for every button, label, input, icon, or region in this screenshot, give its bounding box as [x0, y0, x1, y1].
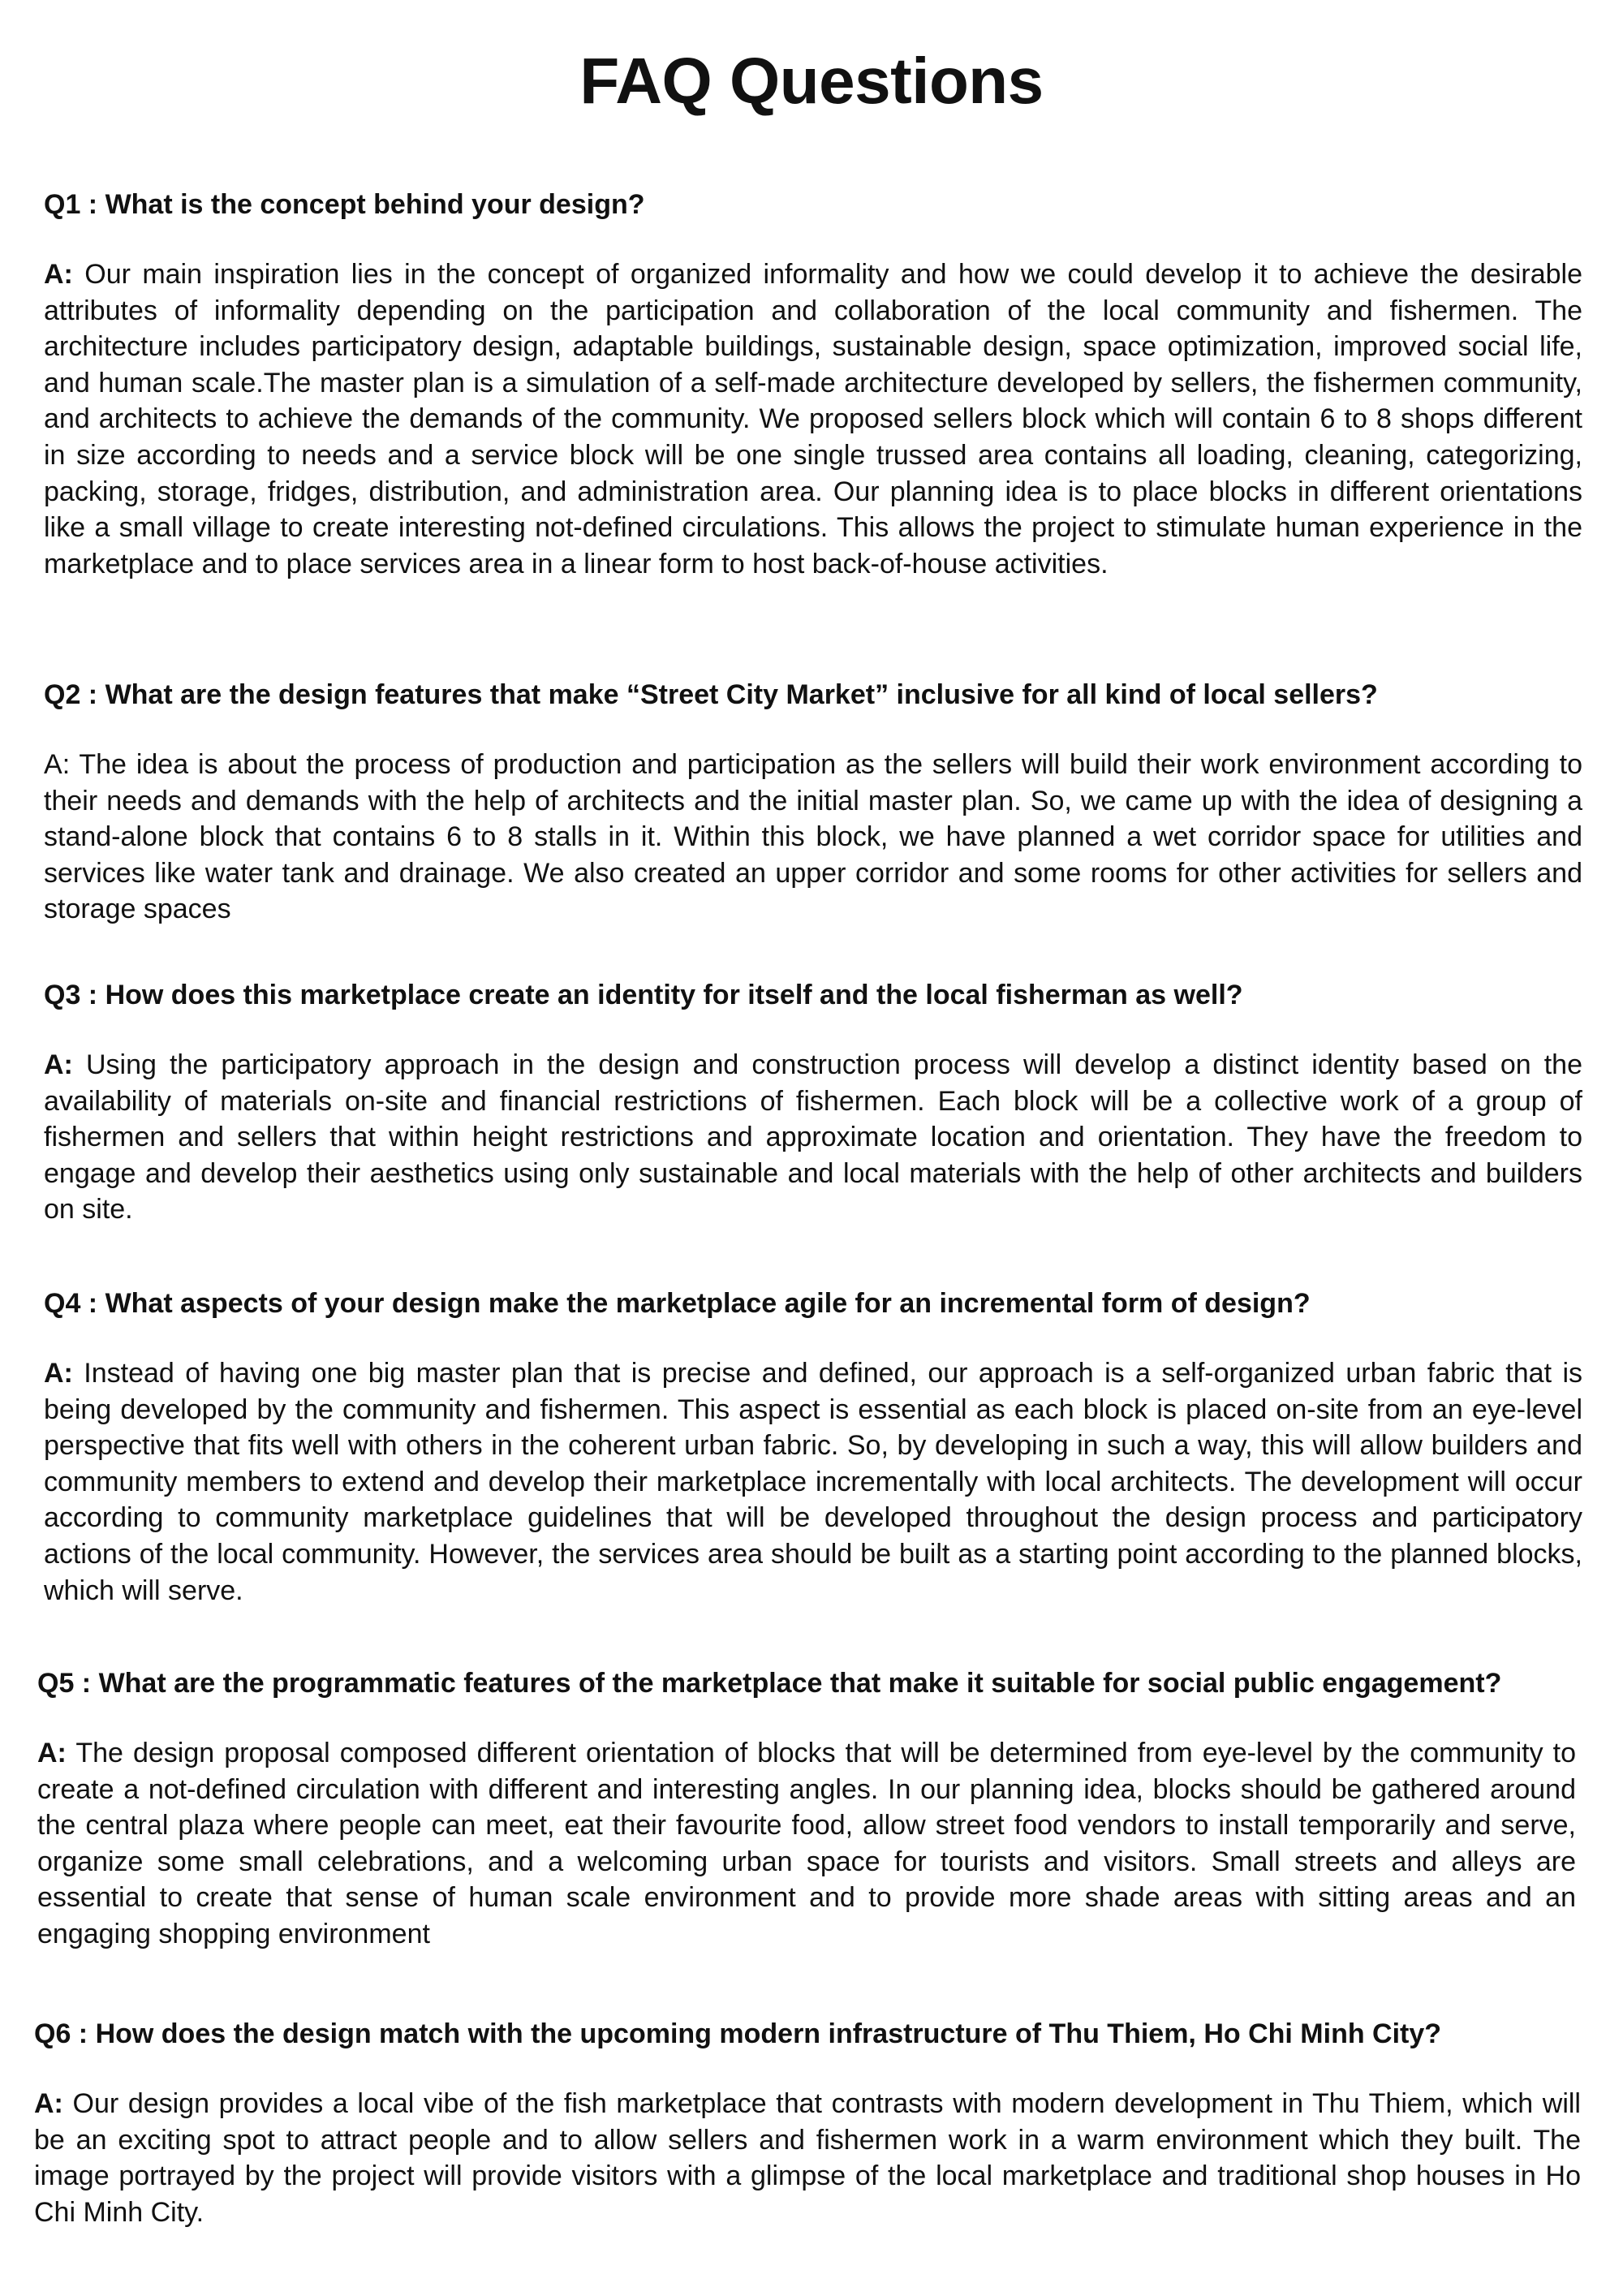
faq-question: Q2 : What are the design features that make “Street City Market” inclusive for all kind of local sellers?	[44, 679, 1378, 710]
faq-question: Q5 : What are the programmatic features of the marketplace that make it suitable for social public engagement?	[37, 1668, 1502, 1699]
faq-answer	[37, 1735, 1576, 1953]
faq-question: Q4 : What aspects of your design make the marketplace agile for an incremental form of design?	[44, 1288, 1311, 1319]
faq-answer	[44, 1355, 1582, 1609]
answer-text: Using the participatory approach in the design and construction process will develop a distinct identity based on the availability of materials on-site and financial restrictions of fishermen. Each block will be a collective work of a group of fishermen and sellers that within height restrictions and approximate location and orientation. They have the freedom to engage and develop their aesthetics using only sustainable and local materials with the help of other architects and builders on site.	[44, 1049, 1582, 1226]
answer-label: A:	[34, 2088, 63, 2119]
answer-text: Instead of having one big master plan that is precise and defined, our approach is a self-organized urban fabric that is being developed by the community and fishermen. This aspect is essential as each block is placed on-site from an eye-level perspective that fits well with others in the coherent urban fabric. So, by developing in such a way, this will allow builders and community members to extend and develop their marketplace incrementally with local architects. The development will occur according to community marketplace guidelines that will be developed throughout the design process and participatory actions of the local community. However, the services area should be built as a starting point according to the planned blocks, which will serve.	[44, 1358, 1582, 1606]
page-title: FAQ Questions	[579, 45, 1044, 117]
answer-label: A	[44, 749, 62, 780]
faq-answer	[44, 747, 1582, 928]
answer-text: Our main inspiration lies in the concept of organized informality and how we could develop it to achieve the desirable attributes of informality depending on the participation and collaboration of the local community and fishermen. The architecture includes participatory design, adaptable buildings, sustainable design, space optimization, improved social life, and human scale.The master plan is a simulation of a self-made architecture developed by sellers, the fishermen community, and architects to achieve the demands of the community. We proposed sellers block which will contain 6 to 8 shops different in size according to needs and a service block will be one single trussed area contains all loading, cleaning, categorizing, packing, storage, fridges, distribution, and administration area. Our planning idea is to place blocks in different orientations like a small village to create interesting not-defined circulations. This allows the project to stimulate human experience in the marketplace and to place services area in a linear form to host back-of-house activities.	[44, 259, 1582, 579]
faq-question: Q3 : How does this marketplace create an identity for itself and the local fisherman as well?	[44, 980, 1243, 1010]
faq-answer	[44, 1047, 1582, 1228]
faq-answer	[44, 256, 1582, 582]
faq-question: Q1 : What is the concept behind your design?	[44, 189, 645, 220]
answer-label: A:	[44, 1049, 73, 1080]
answer-label: A:	[44, 259, 73, 290]
faq-question: Q6 : How does the design match with the upcoming modern infrastructure of Thu Thiem, Ho Chi Minh City?	[34, 2018, 1442, 2049]
answer-text: Our design provides a local vibe of the fish marketplace that contrasts with modern development in Thu Thiem, which will be an exciting spot to attract people and to allow sellers and fishermen work in a warm environment which they built. The image portrayed by the project will provide visitors with a glimpse of the local marketplace and traditional shop houses in Ho Chi Minh City.	[34, 2088, 1581, 2228]
answer-text: The design proposal composed different orientation of blocks that will be determined from eye-level by the community to create a not-defined circulation with different and interesting angles. In our planning idea, blocks should be gathered around the central plaza where people can meet, eat their favourite food, allow street food vendors to install temporarily and serve, organize some small celebrations, and a welcoming urban space for tourists and visitors. Small streets and alleys are essential to create that sense of human scale environment and to provide more shade areas with sitting areas and an engaging shopping environment	[37, 1738, 1576, 1949]
answer-label: A:	[44, 1358, 73, 1389]
faq-answer	[34, 2086, 1581, 2230]
answer-text: : The idea is about the process of production and participation as the sellers will build their work environment according to their needs and demands with the help of architects and the initial master plan. So, we came up with the idea of designing a stand-alone block that contains 6 to 8 stalls in it. Within this block, we have planned a wet corridor space for utilities and services like water tank and drainage. We also created an upper corridor and some rooms for other activities for sellers and storage spaces	[44, 749, 1582, 925]
answer-label: A:	[37, 1738, 67, 1768]
